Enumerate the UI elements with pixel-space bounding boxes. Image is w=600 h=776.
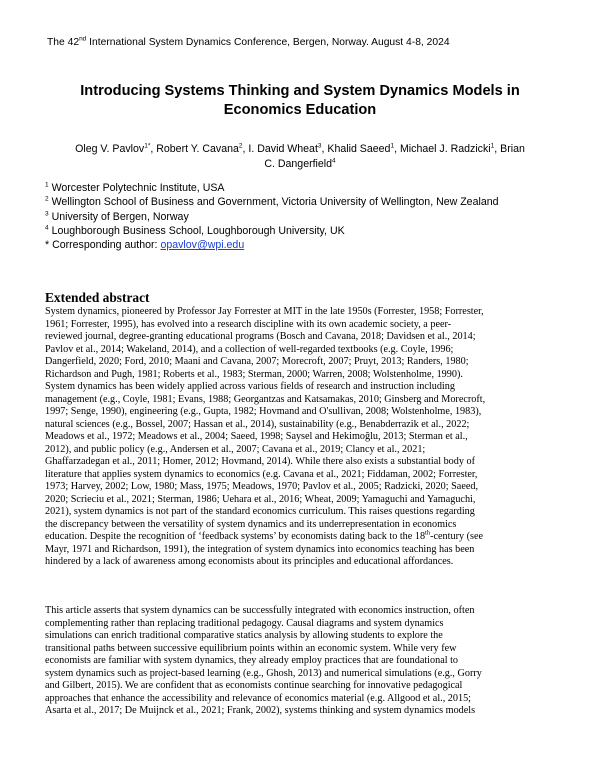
text-line: Dangerfield, 2020; Ford, 2010; Maani and Cavana, 2007; Morecroft, 2007; Pruyt, 2013; Randers, 1980;: [45, 356, 469, 367]
text-line: management (e.g., Coyle, 1981; Evans, 1988; Georgantzas and Katsamakas, 2010; Ginsberg and Morecroft,: [45, 393, 486, 405]
text-line: Asarta et al., 2017; De Muijnck et al., 2021; Frank, 2002), systems thinking and system dynamics models: [45, 705, 476, 716]
text-line: 2020; Scrieciu et al., 2021; Sterman, 1986; Uehara et al., 2016; Wheat, 2009; Yamaguchi and Yamaguchi,: [45, 493, 476, 505]
affiliation: $^4$ Loughborough Business School, Loughborough University, UK: [45, 224, 345, 237]
affiliation: $^3$ University of Bergen, Norway: [45, 210, 189, 223]
author-line: C. Dangerfield$^4$: [264, 156, 336, 170]
text-line: 2012), and public policy (e.g., Andersen et al., 2007; Cavana et al., 2019; Clancy et al., 2021;: [45, 443, 426, 455]
text-line: Meadows et al., 1972; Meadows et al., 2004; Saeed, 1998; Saysel and Hekimoğlu, 2013; Sterman et al.,: [45, 431, 468, 442]
section-heading: Extended abstract: [45, 290, 150, 305]
text-line: 2021), system dynamics is not part of the standard economics curriculum. This raises questions regarding: [45, 506, 475, 517]
affiliation-list: [45, 181, 499, 252]
text-line: system dynamics such as project-based learning (e.g., Ghosh, 2013) and numerical simulations (e.g., Gorry: [45, 667, 482, 679]
abstract-paragraph-2: [45, 605, 559, 718]
text-line: 1961; Forrester, 1995), has evolved into a research discipline with its own academic society, a peer-: [45, 318, 452, 330]
conference-header: The 42nd International System Dynamics Conference, Bergen, Norway. August 4-8, 2024: [47, 35, 450, 48]
title-line: Introducing Systems Thinking and System Dynamics Models in: [80, 83, 520, 99]
text-line: Ghaffarzadegan et al., 2011; Homer, 2012; Hovmand, 2014). While there also exists a substantial body of: [45, 456, 475, 467]
text-line: System dynamics has been widely applied across various fields of research and instruction including: [45, 381, 455, 392]
affiliation: $^2$ Wellington School of Business and Government, Victoria University of Wellington, New Zealand: [45, 195, 499, 209]
text-line: This article asserts that system dynamics can be successfully integrated with economics instruction, often: [45, 605, 475, 616]
text-line: literature that applies system dynamics to economics (e.g. Cavana et al., 2021; Fiddaman, 2002; Forrester,: [45, 468, 478, 480]
text-line: and Gilbert, 2015). We are confident that as economists continue searching for innovative pedagogical: [45, 680, 463, 691]
text-line: 1973; Harvey, 2002; Low, 1980; Mass, 1975; Meadows, 1970; Pavlov et al., 2005; Radzicki, 2020; Saeed,: [45, 481, 479, 492]
affiliation: $^1$ Worcester Polytechnic Institute, USA: [45, 181, 225, 194]
corresponding-author: * Corresponding author: opavlov@wpi.edu: [45, 239, 245, 252]
email-link[interactable]: opavlov@wpi.edu: [160, 239, 245, 252]
text-line: hindered by a lack of awareness among economists about its principles and educational affordances.: [45, 556, 454, 567]
text-line: natural sciences (e.g., Bossel, 2007; Hassan et al., 2014), sustainability (e.g., Benabderrazik et al., 2022;: [45, 418, 470, 430]
text-line: 1997; Senge, 1990), engineering (e.g., Gupta, 1982; Hovmand and O'sullivan, 2008; Wolstenholme, 1983),: [45, 406, 482, 417]
text-line: Richardson and Pugh, 1981; Roberts et al., 1983; Sterman, 2000; Warren, 2008; Wolstenholme, 1990).: [45, 368, 463, 380]
text-line: complementing rather than replacing traditional pedagogy. Causal diagrams and system dynamics: [45, 617, 444, 629]
text-line: simulations can enrich traditional comparative statics analysis by allowing students to explore the: [45, 630, 443, 641]
author-list: [40, 142, 560, 171]
text-line: approaches that enhance the accessibility and relevance of economics material (e.g. Allgood et al., 2015;: [45, 692, 472, 704]
text-line: economists are familiar with system dynamics, they already employ practices that are foundational to: [45, 655, 459, 666]
paper-title: [40, 82, 560, 120]
text-line: System dynamics, pioneered by Professor Jay Forrester at MIT in the late 1950s (Forrester, 1958; Forrester,: [45, 306, 484, 317]
abstract-paragraph-1: [45, 306, 559, 569]
text-line: transitional paths between successive equilibrium points within an economic system. While very few: [45, 642, 457, 654]
text-line: Pavlov et al., 2014; Wakeland, 2014), and a collection of well-regarded textbooks (e.g. Coyle, 1996;: [45, 343, 454, 355]
text-line: education. Despite the recognition of ‘feedback systems’ by economists dating back to the 18th-century (see: [45, 529, 483, 542]
text-line: the discrepancy between the versatility of system dynamics and its underrepresentation in economics: [45, 518, 457, 530]
text-line: reviewed journal, degree-granting educational programs (Bosch and Cavana, 2018; Davidsen et al., 2014;: [45, 331, 476, 342]
title-line: Economics Education: [223, 102, 377, 118]
text-line: Mayr, 1971 and Richardson, 1991), the integration of system dynamics into economics teaching has been: [45, 543, 475, 555]
author-line: Oleg V. Pavlov$^{1*}$, Robert Y. Cavana$^2$, I. David Wheat$^3$, Khalid Saeed$^1$, Michael J. Radzicki$^1$, Brian: [75, 142, 525, 155]
